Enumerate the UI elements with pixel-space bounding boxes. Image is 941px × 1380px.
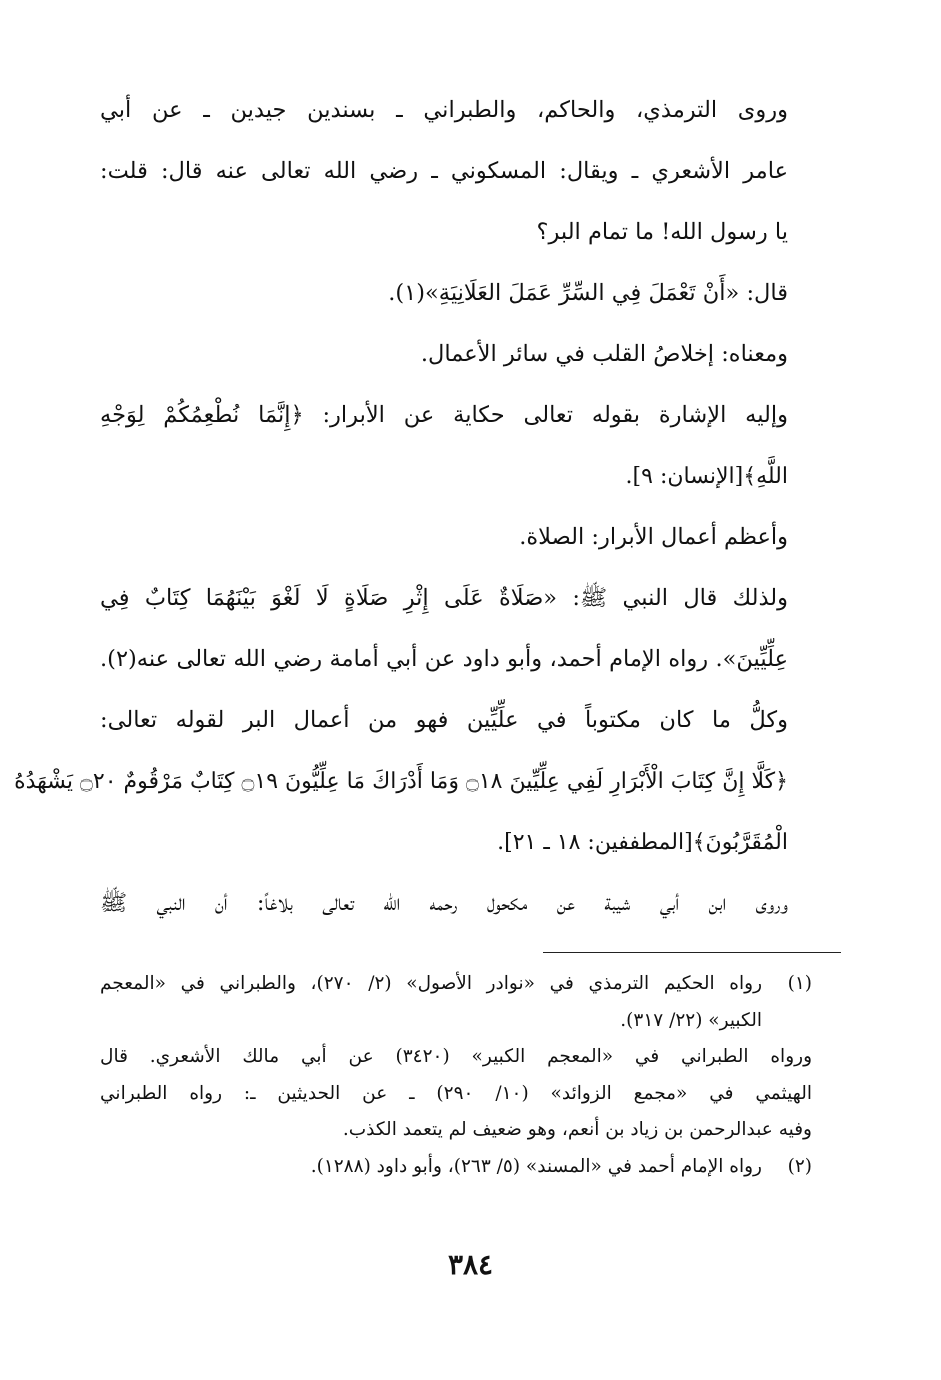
- footnote-line: ورواه الطبراني في «المعجم الكبير» (٣٤٢٠) عن أبي مالك الأشعري. قال: [100, 1046, 812, 1067]
- paragraph-8: [100, 873, 812, 934]
- paragraph-3: [100, 324, 812, 385]
- footnotes: [100, 966, 812, 1185]
- paragraph-line: وروى الترمذي، والحاكم، والطبراني ـ بسندين جيدين ـ عن أبي: [100, 97, 788, 123]
- footnote-line: رواه الحكيم الترمذي في «نوادر الأصول» (٢/ ٢٧٠)، والطبراني في «المعجم: [100, 973, 762, 994]
- footnote-body: [100, 966, 762, 1039]
- main-text: [14, 80, 812, 934]
- footnote-line: الكبير» (٢٢/ ٣١٧).: [620, 1009, 762, 1031]
- paragraph-line: عامر الأشعري ـ ويقال: المسكوني ـ رضي الله تعالى عنه قال: قلت:: [100, 158, 788, 184]
- paragraph-4: [100, 385, 812, 507]
- paragraph-2: [100, 263, 812, 324]
- footnote-number: (١): [787, 973, 812, 994]
- paragraph-line: اللَّهِ﴾[الإنسان: ٩].: [625, 464, 788, 489]
- footnote-separator: [543, 952, 841, 953]
- paragraph-7: [14, 690, 812, 873]
- paragraph-6: [100, 568, 812, 690]
- footnote-2: [100, 1149, 812, 1186]
- paragraph-line: قال: «أَنْ تَعْمَلَ فِي السِّرِّ عَمَلَ العَلَانِيَةِ»(١).: [388, 280, 788, 306]
- paragraph-line: وكلُّ ما كان مكتوباً في علِّيِّين فهو من أعمال البر لقوله تعالى:: [100, 707, 788, 733]
- footnote-1-continuation: [100, 1039, 812, 1149]
- paragraph-line: ولذلك قال النبي ﷺ: «صَلَاةٌ عَلَى إِثْرِ صَلَاةٍ لَا لَغْوَ بَيْنَهُمَا كِتَابٌ فِي: [100, 585, 788, 611]
- paragraph-line: ومعناه: إخلاصُ القلب في سائر الأعمال.: [420, 341, 788, 367]
- footnote-line: وفيه عبدالرحمن بن زياد بن أنعم، وهو ضعيف لم يتعمد الكذب.: [342, 1119, 812, 1140]
- footnote-line: الهيثمي في «مجمع الزوائد» (١٠/ ٢٩٠) ـ عن الحديثين ـ: رواه الطبراني: [100, 1082, 812, 1104]
- footnote-number: (٢): [787, 1155, 812, 1177]
- footnote-1: [100, 966, 812, 1039]
- footnote-line: رواه الإمام أحمد في «المسند» (٥/ ٢٦٣)، وأبو داود (١٢٨٨).: [310, 1155, 762, 1177]
- paragraph-line: وإليه الإشارة بقوله تعالى حكاية عن الأبرار: ﴿إِنَّمَا نُطْعِمُكُمْ لِوَجْهِ: [100, 402, 788, 428]
- footnote-body: [100, 1149, 762, 1186]
- paragraph-line: وأعظم أعمال الأبرار: الصلاة.: [519, 524, 788, 550]
- paragraph-line: وروى ابن أبي شيبة عن مكحول رحمه الله تعالى بلاغاً: أن النبي ﷺ: [100, 890, 788, 916]
- quran-verse-line: الْمُقَرَّبُونَ﴾[المطففين: ١٨ ـ ٢١].: [497, 830, 788, 855]
- paragraph-line: عِلِّيِّينَ». رواه الإمام أحمد، وأبو داود عن أبي أمامة رضي الله تعالى عنه(٢).: [100, 646, 788, 672]
- paragraph-line: يا رسول الله! ما تمام البر؟: [536, 219, 788, 245]
- paragraph-1: [100, 80, 812, 263]
- paragraph-5: [100, 507, 812, 568]
- page-number: ٣٨٤: [447, 1248, 494, 1281]
- quran-verse-line: ﴿كَلَّا إِنَّ كِتَابَ الْأَبْرَارِ لَفِي عِلِّيِّينَ ۝١٨ وَمَا أَدْرَاكَ مَا عِلِّيُّونَ ۝١٩ كِتَابٌ مَرْقُومٌ ۝٢٠ يَشْهَدُهُ: [14, 769, 788, 794]
